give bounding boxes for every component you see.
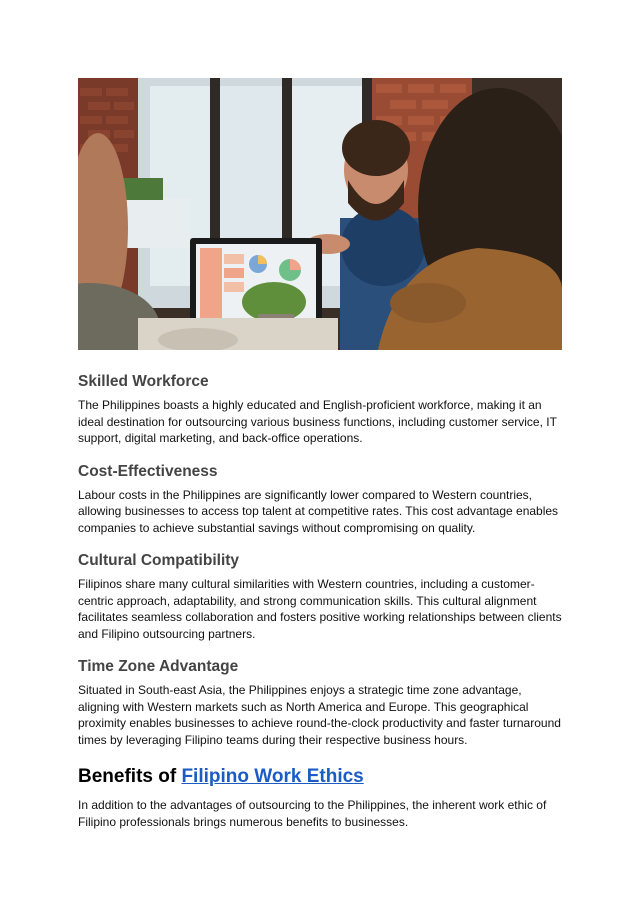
section-skilled-workforce bbox=[78, 372, 564, 447]
hero-photo bbox=[78, 78, 562, 350]
section-body: Labour costs in the Philippines are significantly lower compared to Western countries, allowing businesses to access top talent at competitive rates. This cost advantage enables companies to achieve substantial savings without compromising on quality. bbox=[78, 487, 559, 535]
document-page bbox=[78, 78, 564, 830]
benefits-heading-prefix: Benefits of bbox=[78, 766, 182, 787]
section-heading: Time Zone Advantage bbox=[78, 658, 239, 675]
section-benefits bbox=[78, 765, 564, 830]
section-cost-effectiveness bbox=[78, 462, 564, 537]
section-body: The Philippines boasts a highly educated and English-proficient workforce, making it an ideal destination for outsourcing various business functions, including customer service, IT support, digital marketing, and back-office operations. bbox=[78, 398, 557, 445]
section-heading: Skilled Workforce bbox=[78, 373, 209, 390]
benefits-heading bbox=[78, 765, 564, 789]
section-body: Filipinos share many cultural similarities with Western countries, including a customer-centric approach, adaptability, and strong communication skills. This cultural alignment facilitates seamless collaboration and fosters positive working relationships between clients and Filipino outsourcing partners. bbox=[78, 577, 562, 641]
benefits-body: In addition to the advantages of outsourcing to the Philippines, the inherent work ethic of Filipino professionals brings numerous benefits to businesses. bbox=[78, 798, 547, 829]
section-heading: Cost-Effectiveness bbox=[78, 462, 218, 480]
section-body: Situated in South-east Asia, the Philippines enjoys a strategic time zone advantage, aligning with Western markets such as North America and Europe. This geographical proximity enables businesses to achieve round-the-clock productivity and faster turnaround times by leveraging Filipino teams during their respective business hours. bbox=[78, 683, 561, 747]
section-heading: Cultural Compatibility bbox=[78, 552, 240, 569]
filipino-work-ethics-link[interactable]: Filipino Work Ethics bbox=[181, 766, 364, 787]
section-time-zone-advantage bbox=[78, 657, 564, 748]
section-cultural-compatibility bbox=[78, 551, 564, 642]
